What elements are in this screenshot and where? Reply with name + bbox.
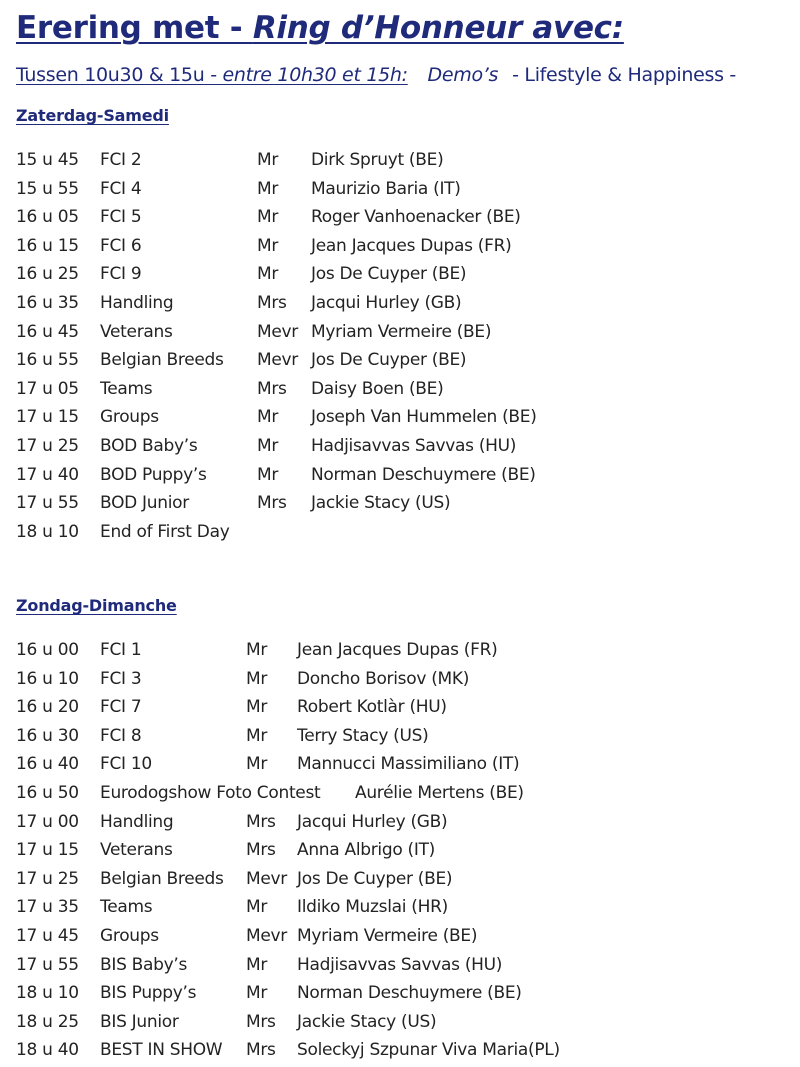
row-title: Mrs	[257, 378, 287, 399]
row-title: Mrs	[246, 840, 276, 861]
row-category: BOD Baby’s	[100, 436, 198, 456]
row-time: 17 u 55	[16, 954, 79, 975]
row-time: 16 u 20	[16, 697, 79, 718]
row-category: End of First Day	[100, 521, 230, 542]
row-judge: Joseph Van Hummelen (BE)	[311, 407, 537, 428]
row-title: Mr	[257, 264, 279, 285]
row-judge: Jacqui Hurley (GB)	[297, 811, 448, 832]
row-title: Mr	[246, 983, 268, 1004]
row-time: 16 u 15	[16, 235, 79, 256]
row-category: Veterans	[100, 840, 173, 861]
row-judge: Jos De Cuyper (BE)	[297, 868, 453, 889]
row-category: FCI 10	[100, 754, 152, 775]
row-title: Mevr	[246, 926, 287, 946]
row-time: 17 u 25	[16, 436, 79, 456]
row-time: 16 u 25	[16, 264, 79, 285]
subtitle-dash: -	[204, 64, 223, 86]
row-title: Mrs	[257, 293, 287, 313]
row-time: 17 u 45	[16, 926, 79, 946]
row-category: BIS Junior	[100, 1011, 179, 1032]
row-time: 16 u 50	[16, 783, 79, 803]
row-judge: Anna Albrigo (IT)	[297, 840, 436, 861]
row-title: Mr	[246, 754, 268, 775]
row-judge: Roger Vanhoenacker (BE)	[311, 207, 521, 228]
row-time: 18 u 10	[16, 983, 79, 1004]
row-title: Mrs	[246, 1040, 276, 1061]
row-category: Groups	[100, 926, 159, 946]
row-category: BOD Puppy’s	[100, 464, 207, 485]
row-time: 18 u 40	[16, 1040, 79, 1061]
row-time: 16 u 55	[16, 350, 79, 371]
row-judge: Hadjisavvas Savvas (HU)	[297, 954, 503, 975]
row-title: Mr	[257, 235, 279, 256]
row-category: Teams	[100, 897, 153, 918]
row-judge: Ildiko Muzslai (HR)	[297, 897, 448, 918]
row-category: FCI 8	[100, 725, 142, 746]
row-time: 16 u 35	[16, 293, 79, 313]
title-italic: Ring d’Honneur avec:	[252, 10, 624, 46]
row-title: Mr	[257, 150, 279, 170]
row-time: 18 u 25	[16, 1011, 79, 1032]
row-judge: Dirk Spruyt (BE)	[311, 150, 444, 170]
subtitle-times	[16, 64, 408, 86]
row-title: Mr	[246, 897, 268, 918]
row-title: Mr	[257, 464, 279, 485]
row-time: 16 u 10	[16, 668, 79, 689]
row-category: Teams	[100, 378, 153, 399]
row-title: Mrs	[257, 493, 287, 514]
row-judge: Maurizio Baria (IT)	[311, 178, 461, 199]
row-judge: Jackie Stacy (US)	[297, 1011, 437, 1032]
row-category: FCI 5	[100, 207, 142, 228]
row-judge: Terry Stacy (US)	[297, 725, 429, 746]
row-time: 17 u 25	[16, 868, 79, 889]
row-time: 16 u 30	[16, 725, 79, 746]
row-judge: Jean Jacques Dupas (FR)	[297, 640, 498, 660]
row-title: Mr	[257, 407, 279, 428]
row-title: Mrs	[246, 811, 276, 832]
row-title: Mr	[257, 178, 279, 199]
row-title: Mr	[246, 640, 268, 660]
row-category: Handling	[100, 293, 174, 313]
row-title: Mevr	[257, 350, 298, 371]
row-category: FCI 7	[100, 697, 142, 718]
subtitle-tail: - Lifestyle & Happiness -	[512, 64, 736, 86]
row-judge: Mannucci Massimiliano (IT)	[297, 754, 520, 775]
row-judge: Robert Kotlàr (HU)	[297, 697, 447, 718]
row-category: FCI 2	[100, 150, 142, 170]
row-title: Mr	[257, 436, 279, 456]
title-plain: Erering met -	[16, 10, 253, 46]
row-title: Mr	[246, 668, 268, 689]
row-time: 15 u 45	[16, 150, 79, 170]
row-judge: Jos De Cuyper (BE)	[311, 350, 467, 371]
row-judge: Jean Jacques Dupas (FR)	[311, 235, 512, 256]
row-category: BIS Baby’s	[100, 954, 188, 975]
row-category: BOD Junior	[100, 493, 189, 514]
row-category: BIS Puppy’s	[100, 983, 197, 1004]
row-category: Belgian Breeds	[100, 350, 224, 371]
row-judge: Hadjisavvas Savvas (HU)	[311, 436, 517, 456]
subtitle	[16, 64, 736, 86]
row-category: FCI 6	[100, 235, 142, 256]
row-category: BEST IN SHOW	[100, 1040, 223, 1061]
row-judge: Norman Deschuymere (BE)	[311, 464, 536, 485]
row-judge: Doncho Borisov (MK)	[297, 668, 470, 689]
row-time: 16 u 05	[16, 207, 79, 228]
row-title: Mr	[257, 207, 279, 228]
row-time: 17 u 40	[16, 464, 79, 485]
subtitle-demos: Demo’s	[427, 64, 499, 86]
row-judge: Jackie Stacy (US)	[311, 493, 451, 514]
row-title: Mevr	[257, 321, 298, 342]
row-time: 18 u 10	[16, 521, 79, 542]
row-time: 17 u 05	[16, 378, 79, 399]
row-title: Mrs	[246, 1011, 276, 1032]
row-time: 17 u 55	[16, 493, 79, 514]
row-time: 17 u 15	[16, 407, 79, 428]
row-category: Eurodogshow Foto Contest	[100, 783, 321, 803]
saturday-heading: Zaterdag-Samedi	[16, 106, 169, 125]
row-judge: Aurélie Mertens (BE)	[355, 783, 524, 803]
row-category: Groups	[100, 407, 159, 428]
row-time: 16 u 45	[16, 321, 79, 342]
row-category: FCI 1	[100, 640, 142, 660]
row-category: FCI 4	[100, 178, 142, 199]
row-judge: Jos De Cuyper (BE)	[311, 264, 467, 285]
row-title: Mr	[246, 725, 268, 746]
subtitle-fr: entre 10h30 et 15h:	[222, 64, 408, 86]
row-time: 16 u 00	[16, 640, 79, 660]
row-judge: Myriam Vermeire (BE)	[311, 321, 492, 342]
row-time: 16 u 40	[16, 754, 79, 775]
row-category: Belgian Breeds	[100, 868, 224, 889]
subtitle-nl: Tussen 10u30 & 15u	[16, 64, 205, 86]
row-category: FCI 9	[100, 264, 142, 285]
row-judge: Soleckyj Szpunar Viva Maria(PL)	[297, 1040, 560, 1061]
row-category: FCI 3	[100, 668, 142, 689]
row-category: Veterans	[100, 321, 173, 342]
row-judge: Daisy Boen (BE)	[311, 378, 444, 399]
page-title	[16, 10, 624, 46]
row-category: Handling	[100, 811, 174, 832]
row-title: Mr	[246, 697, 268, 718]
row-time: 17 u 00	[16, 811, 79, 832]
row-judge: Norman Deschuymere (BE)	[297, 983, 522, 1004]
row-title: Mevr	[246, 868, 287, 889]
row-time: 17 u 35	[16, 897, 79, 918]
sunday-heading: Zondag-Dimanche	[16, 596, 177, 615]
row-time: 17 u 15	[16, 840, 79, 861]
row-judge: Myriam Vermeire (BE)	[297, 926, 478, 946]
row-time: 15 u 55	[16, 178, 79, 199]
row-title: Mr	[246, 954, 268, 975]
row-judge: Jacqui Hurley (GB)	[311, 293, 462, 313]
